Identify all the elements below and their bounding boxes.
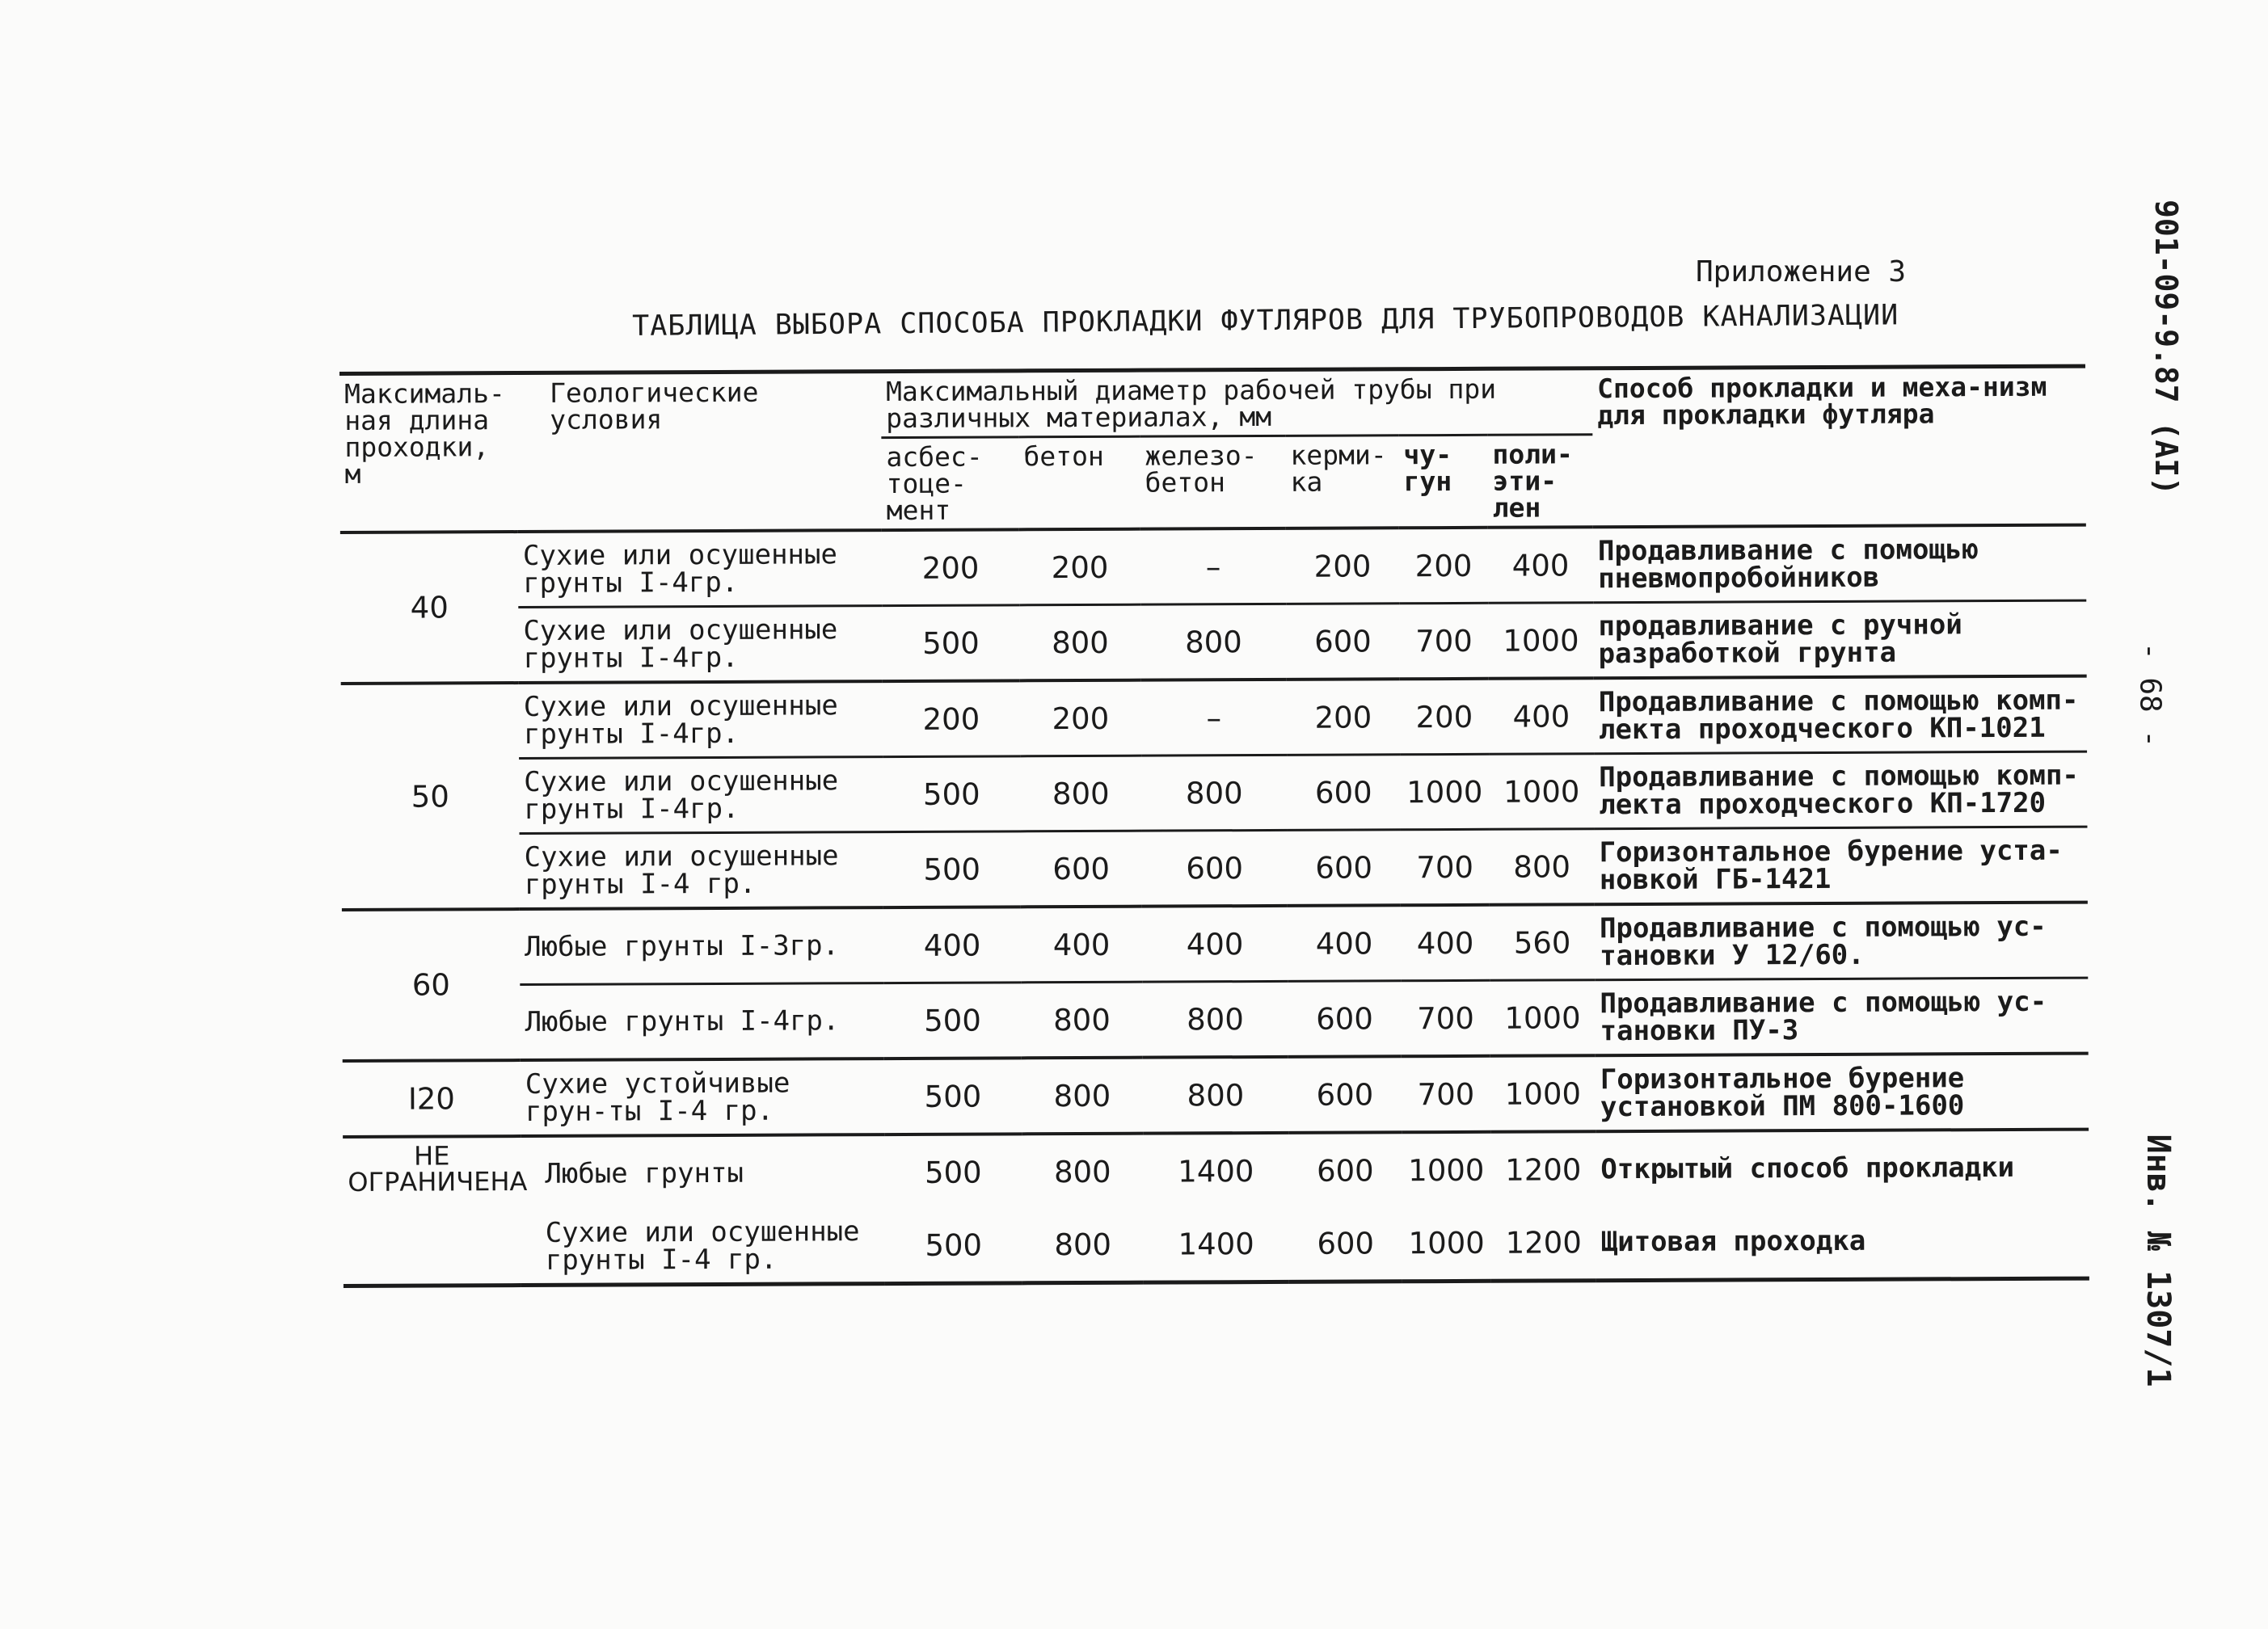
- geology-cell: Любые грунты: [521, 1134, 884, 1210]
- length-cell: 60: [342, 909, 521, 1061]
- value-cell: 500: [884, 1058, 1022, 1134]
- value-cell: 800: [1054, 1227, 1112, 1262]
- table-row: [341, 676, 2087, 760]
- method-cell: Продавливание с помощью ус-тановки ПУ-3: [1595, 978, 2088, 1055]
- value-cell: 500: [925, 1227, 983, 1263]
- method-cell: Продавливание с помощью ус-тановки У 12/60.: [1595, 903, 2088, 980]
- value-cell: 800: [1142, 981, 1288, 1057]
- value-cell: 400: [1488, 527, 1593, 603]
- value-cell: 600: [1288, 1132, 1402, 1207]
- document-title: ТАБЛИЦА ВЫБОРА СПОСОБА ПРОКЛАДКИ ФУТЛЯРОВ ДЛЯ ТРУБОПРОВОДОВ КАНАЛИЗАЦИИ: [632, 299, 1899, 343]
- appendix-label: Приложение 3: [1696, 255, 1907, 288]
- value-cell: 1400: [1178, 1226, 1254, 1261]
- header-material-ceramic: керми-ка: [1285, 436, 1398, 528]
- value-cell: 500: [883, 756, 1020, 832]
- inventory-number: Инв. № 1307/1: [2139, 1134, 2177, 1387]
- value-cell: 400: [1021, 907, 1142, 983]
- geology-cell: Любые грунты I-3гр.: [520, 907, 883, 984]
- value-cell: 1400: [1143, 1133, 1288, 1208]
- value-cell: 700: [1400, 829, 1489, 905]
- header-method: Способ прокладки и меха-низм для прокладки футляра: [1592, 366, 2086, 527]
- value-cell: 800: [1141, 755, 1287, 831]
- value-cell: 800: [1021, 982, 1142, 1058]
- method-cell: продавливание с ручной разработкой грунта: [1593, 600, 2086, 678]
- header-material-polyethylene: поли-эти-лен: [1487, 435, 1593, 528]
- header-material-asbestos: асбес-тоце-мент: [881, 437, 1018, 530]
- value-cell: 200: [1286, 528, 1399, 604]
- length-cell: 50: [341, 683, 520, 910]
- table-row: [340, 600, 2086, 684]
- casing-method-table: [339, 364, 2089, 1288]
- value-cell: 500: [884, 1134, 1022, 1209]
- table-row: [342, 978, 2088, 1061]
- value-cell: 500: [883, 983, 1021, 1059]
- geology-cell: Сухие или осушенные грунты I-4 гр.: [519, 832, 883, 909]
- value-cell: 1000: [1400, 754, 1489, 829]
- length-cell: 40: [340, 532, 519, 684]
- value-cell: 600: [1020, 831, 1141, 907]
- value-cell: 800: [1022, 1058, 1143, 1134]
- header-material-cast-iron: чу-гун: [1398, 435, 1487, 528]
- value-cell: –: [1141, 680, 1287, 756]
- table-row: [340, 525, 2086, 608]
- geology-cell: Сухие или осушенные грунты I-4 гр.: [545, 1215, 860, 1277]
- method-cell: Горизонтальное бурение установкой ПМ 800-1600: [1596, 1054, 2089, 1132]
- value-cell: 400: [1489, 678, 1594, 754]
- value-cell: 800: [1020, 756, 1141, 831]
- header-geology: Геологические условия: [517, 372, 882, 532]
- value-cell: 800: [1143, 1057, 1288, 1134]
- value-cell: 700: [1399, 603, 1488, 679]
- value-cell: 800: [1019, 604, 1140, 680]
- value-cell: 1000: [1490, 980, 1595, 1056]
- table-row: [343, 1130, 2089, 1211]
- value-cell: 200: [1399, 528, 1488, 604]
- value-cell: 200: [1019, 529, 1140, 605]
- value-cell: 600: [1141, 830, 1287, 906]
- value-cell: 400: [1142, 906, 1288, 982]
- value-cell: 1000: [1408, 1225, 1485, 1261]
- value-cell: 1000: [1490, 1055, 1596, 1132]
- value-cell: 1200: [1505, 1224, 1582, 1261]
- method-cell: Открытый способ прокладки: [1596, 1130, 2089, 1206]
- method-cell: Горизонтальное бурение уста-новкой ГБ-1421: [1594, 827, 2087, 904]
- value-cell: 200: [1287, 679, 1400, 755]
- value-cell: 1000: [1488, 603, 1593, 679]
- length-cell: I20: [343, 1060, 521, 1137]
- geology-cell: Сухие или осушенные грунты I-4гр.: [519, 681, 883, 758]
- document-code: 901-09-9.87 (AI): [2148, 199, 2184, 496]
- geology-cell: Сухие устойчивые грун-ты I-4 гр.: [521, 1059, 884, 1136]
- value-cell: 400: [883, 907, 1021, 983]
- value-cell: 800: [1489, 829, 1594, 905]
- value-cell: –: [1140, 528, 1286, 604]
- table-row: [341, 827, 2087, 910]
- header-length: Максималь-ная длина проходки, м: [339, 373, 518, 532]
- geology-cell: Сухие или осушенные грунты I-4гр.: [518, 606, 882, 683]
- value-cell: 600: [1287, 755, 1400, 831]
- value-cell: 560: [1490, 904, 1595, 980]
- geology-cell: Любые грунты I-4гр.: [520, 983, 883, 1060]
- table-row: [342, 903, 2088, 986]
- value-cell: 600: [1288, 981, 1401, 1057]
- value-cell: 1000: [1489, 754, 1594, 830]
- value-cell: 700: [1402, 1056, 1490, 1132]
- method-cell: Щитовая проходка: [1600, 1224, 1866, 1259]
- value-cell: 200: [1400, 679, 1489, 755]
- value-cell: 1200: [1490, 1131, 1596, 1206]
- value-cell: 700: [1401, 980, 1490, 1056]
- value-cell: 1000: [1402, 1132, 1490, 1206]
- method-cell: Продавливание с помощью комп-лекта проходческого КП-1021: [1594, 676, 2087, 754]
- header-material-concrete: бетон: [1018, 436, 1140, 529]
- method-cell: Продавливание с помощью пневмопробойников: [1593, 525, 2086, 603]
- value-cell: 600: [1286, 604, 1399, 680]
- header-material-reinforced-concrete: железо-бетон: [1140, 436, 1285, 528]
- method-cell: Продавливание с помощью комп-лекта проходческого КП-1720: [1594, 751, 2087, 829]
- geology-cell: Сухие или осушенные грунты I-4гр.: [518, 530, 882, 607]
- value-cell: 500: [883, 831, 1020, 907]
- value-cell: 200: [1020, 680, 1141, 756]
- length-cell: НЕ ОГРАНИЧЕНА: [343, 1136, 521, 1286]
- value-cell: 800: [1140, 604, 1286, 680]
- value-cell: 600: [1317, 1225, 1375, 1261]
- geology-cell: Сухие или осушенные грунты I-4гр.: [519, 757, 883, 834]
- header-diameter: Максимальный диаметр рабочей трубы при различных материалах, мм: [881, 368, 1592, 438]
- value-cell: 500: [882, 605, 1019, 681]
- value-cell: 600: [1288, 1056, 1402, 1133]
- value-cell: 200: [882, 529, 1019, 605]
- table-row: [343, 1054, 2089, 1137]
- value-cell: 400: [1401, 905, 1490, 981]
- value-cell: 600: [1287, 830, 1400, 906]
- header-row-top: [339, 366, 2085, 440]
- value-cell: 200: [883, 680, 1020, 756]
- value-cell: 400: [1288, 905, 1401, 981]
- table-row: [344, 1204, 2089, 1286]
- value-cell: 800: [1022, 1134, 1143, 1209]
- table-row: [341, 751, 2087, 834]
- page-number: - 68 -: [2133, 642, 2167, 748]
